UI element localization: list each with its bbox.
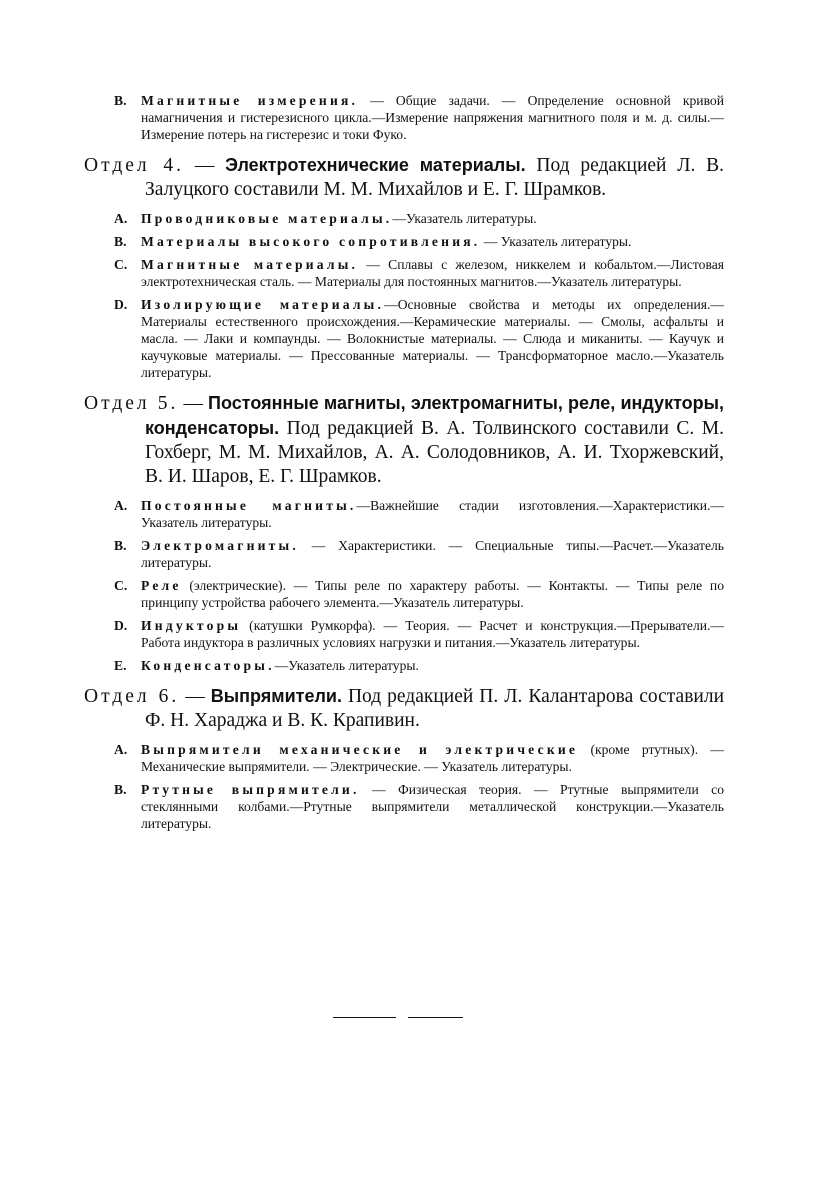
- section-label: Отдел 4.: [84, 155, 185, 176]
- subsection-body: [141, 781, 724, 832]
- subsection-text: (катушки Румкорфа). — Теория. — Расчет и конструкция.—Прерыватели.—Работа индуктора в различных условиях нагрузки и питания.—Указатель литературы.: [141, 618, 724, 650]
- subsection-name: Электромагниты.: [141, 538, 299, 553]
- subsection-text: —Основные свойства и методы их определения.—Материалы естественного происхождения.—Керамические материалы. — Смолы, асфальты и масла. — Лаки и компаунды. — Волокнистые материалы. — Слюда и миканиты. — Каучук и каучуковые материалы. — Прессованные материалы. — Трансформаторное масло.—Указатель литературы.: [141, 297, 724, 380]
- subsection-text: —Важнейшие стадии изготовления.—Характеристики.—Указатель литературы.: [141, 498, 725, 530]
- subsection-text: — Указатель литературы.: [480, 234, 632, 249]
- section-editors: Под редакцией Л. В. Залуцкого составили М. М. Михайлов и Е. Г. Шрамков.: [145, 155, 725, 200]
- subsection-name: Магнитные измерения.: [141, 93, 359, 108]
- subsection-name: Ртутные выпрямители.: [141, 782, 360, 797]
- section-6-heading: [84, 684, 724, 733]
- subsection-name: Изолирующие материалы.: [141, 297, 385, 312]
- contents-text: [84, 92, 724, 838]
- subsection-4a: [114, 210, 724, 227]
- subsection-letter: B.: [114, 93, 127, 108]
- subsection-body: [141, 233, 724, 250]
- subsection-name: Постоянные магниты.: [141, 498, 357, 513]
- subsection-letter: B.: [114, 782, 127, 797]
- subsection-5a: [114, 497, 724, 531]
- subsection-4b: [114, 233, 724, 250]
- section-editors: Под редакцией П. Л. Калантарова составили Ф. Н. Хараджа и В. К. Крапивин.: [145, 686, 725, 731]
- subsection-letter: B.: [114, 234, 127, 249]
- subsection-4c: [114, 256, 724, 290]
- subsection-text: — Сплавы с железом, никкелем и кобальтом.—Листовая электротехническая сталь. — Материалы для постоянных магнитов.—Указатель литературы.: [141, 257, 724, 289]
- subsection-body: [141, 256, 724, 290]
- subsection-5c: [114, 577, 724, 611]
- subsection-body: [141, 92, 724, 143]
- subsection-letter: E.: [114, 658, 127, 673]
- subsection-name: Магнитные материалы.: [141, 257, 359, 272]
- subsection-body: [141, 296, 724, 381]
- subsection-name: Конденсаторы.: [141, 658, 275, 673]
- subsection-name: Индукторы: [141, 618, 242, 633]
- subsection-letter: D.: [114, 297, 128, 312]
- section-dash: —: [178, 393, 209, 414]
- subsection-text: —Указатель литературы.: [274, 658, 419, 673]
- section-title: Постоянные магниты, электромагниты, реле, индукторы, конденсаторы.: [145, 393, 725, 438]
- subsection-body: [141, 741, 724, 775]
- subsection-letter: A.: [114, 742, 128, 757]
- subsection-text: — Физическая теория. — Ртутные выпрямители со стеклянными колбами.—Ртутные выпрямители металлической конструкции.—Указатель литературы.: [141, 782, 724, 831]
- section-label: Отдел 6.: [84, 686, 180, 707]
- section-4-heading: [84, 153, 724, 202]
- section-5-heading: [84, 391, 724, 489]
- subsection-body: [141, 210, 724, 227]
- subsection-letter: C.: [114, 578, 128, 593]
- subsection-text: — Общие задачи. — Определение основной кривой намагничения и гистерезисного цикла.—Измерение напряжения магнитного поля и м. д. силы.—Измерение потерь на гистерезис и токи Фуко.: [141, 93, 724, 142]
- section-dash: —: [184, 155, 226, 176]
- subsection-text: — Характеристики. — Специальные типы.—Расчет.—Указатель литературы.: [141, 538, 724, 570]
- subsection-letter: D.: [114, 618, 128, 633]
- subsection-6b: [114, 781, 724, 832]
- section-title: Выпрямители.: [210, 686, 342, 706]
- subsection-text: —Указатель литературы.: [392, 211, 537, 226]
- subsection-5e: [114, 657, 724, 674]
- subsection-5d: [114, 617, 724, 651]
- subsection-letter: C.: [114, 257, 128, 272]
- subsection-text: (электрические). — Типы реле по характеру работы. — Контакты. — Типы реле по принципу устройства рабочего элемента.—Указатель литературы.: [141, 578, 724, 610]
- subsection-body: [141, 497, 724, 531]
- subsection-letter: B.: [114, 538, 127, 553]
- subsection-5b: [114, 537, 724, 571]
- subsection-name: Выпрямители механические и электрические: [141, 742, 579, 757]
- subsection-6a: [114, 741, 724, 775]
- subsection-body: [141, 537, 724, 571]
- subsection-name: Материалы высокого сопротивления.: [141, 234, 481, 249]
- subsection-body: [141, 577, 724, 611]
- subsection-letter: A.: [114, 498, 128, 513]
- section-label: Отдел 5.: [84, 393, 179, 414]
- section-dash: —: [179, 686, 211, 707]
- subsection-4d: [114, 296, 724, 381]
- section-title: Электротехнические материалы.: [225, 155, 526, 175]
- subsection-name: Проводниковые материалы.: [141, 211, 393, 226]
- end-rule-gap: [396, 1015, 408, 1020]
- subsection-name: Реле: [141, 578, 182, 593]
- subsection-body: [141, 617, 724, 651]
- subsection-letter: A.: [114, 211, 128, 226]
- subsection-text: (кроме ртутных). — Механические выпрямители. — Электрические. — Указатель литературы.: [141, 742, 725, 774]
- section-editors: Под редакцией В. А. Толвинского составили С. М. Гохберг, М. М. Михайлов, А. А. Солодовников, А. И. Тхоржевский, В. И. Шаров, Е. Г. Шрамков.: [145, 418, 724, 487]
- subsection-top-b: [114, 92, 724, 143]
- subsection-body: [141, 657, 724, 674]
